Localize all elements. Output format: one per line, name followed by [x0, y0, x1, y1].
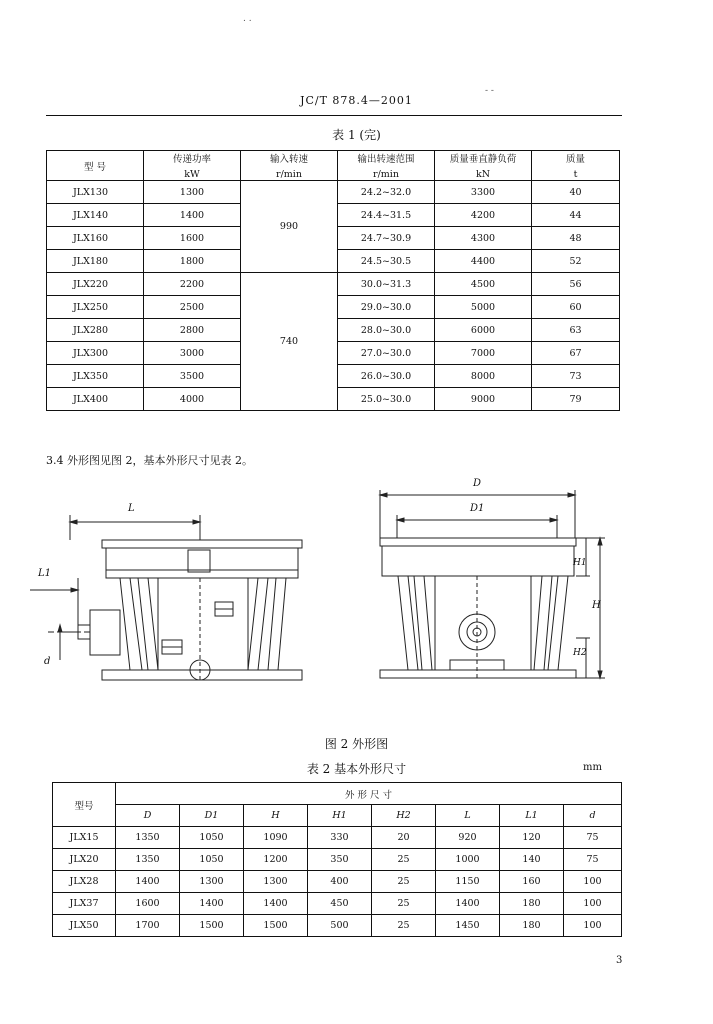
table2-group-header: 外 形 尺 寸 [116, 783, 622, 805]
label-D1: D1 [470, 503, 485, 514]
figure-caption: 图 2 外形图 [324, 737, 389, 751]
table1-col-power: 传递功率 kW [144, 151, 241, 181]
header-rule [46, 115, 622, 116]
table-row: JLX50 1700 1500 1500 500 25 1450 180 100 [53, 915, 622, 937]
table-row: JLX140 1400 24.4~31.5 4200 44 [47, 204, 620, 227]
table2 [52, 782, 622, 937]
side-view-drawing [30, 515, 302, 680]
page-number: 3 [616, 955, 623, 966]
table1-header-row [47, 151, 620, 181]
table2-subheader-row: D D1 H H1 H2 L L1 d [53, 805, 622, 827]
table1-caption: 表 1 (完) [332, 128, 381, 142]
table-row: JLX220 2200 740 30.0~31.3 4500 56 [47, 273, 620, 296]
table-row: JLX250 2500 29.0~30.0 5000 60 [47, 296, 620, 319]
label-H: H [592, 600, 601, 611]
table1-col-load: 质量垂直静负荷 kN [435, 151, 532, 181]
table1-col-input-speed: 输入转速 r/min [241, 151, 338, 181]
table2-caption: 表 2 基本外形尺寸 [306, 762, 407, 776]
table-row: JLX180 1800 24.5~30.5 4400 52 [47, 250, 620, 273]
table-row: JLX130 1300 990 24.2~32.0 3300 40 [47, 181, 620, 204]
table1-col-mass: 质量 t [532, 151, 620, 181]
table-row: JLX280 2800 28.0~30.0 6000 63 [47, 319, 620, 342]
table-row: JLX300 3000 27.0~30.0 7000 67 [47, 342, 620, 365]
label-L: L [128, 503, 135, 514]
front-view-drawing [380, 490, 605, 680]
outline-drawing [30, 470, 630, 690]
table1-col-model: 型 号 [47, 151, 144, 181]
table-row: JLX350 3500 26.0~30.0 8000 73 [47, 365, 620, 388]
table1 [46, 150, 620, 411]
table2-model-header: 型号 [53, 783, 116, 827]
standard-header: JC/T 878.4—2001 [300, 94, 413, 107]
table-row: JLX160 1600 24.7~30.9 4300 48 [47, 227, 620, 250]
table-row: JLX15 1350 1050 1090 330 20 920 120 75 [53, 827, 622, 849]
section-3-4-text: 3.4 外形图见图 2，基本外形尺寸见表 2。 [46, 454, 253, 467]
scan-speck: - - [485, 86, 494, 96]
label-d: d [44, 656, 51, 667]
table-row: JLX37 1600 1400 1400 450 25 1400 180 100 [53, 893, 622, 915]
table2-header-row [53, 783, 622, 805]
label-L1: L1 [38, 568, 52, 579]
table2-unit: mm [583, 762, 602, 773]
scan-speck: . . [243, 14, 252, 24]
table1-col-output-speed: 输出转速范围 r/min [338, 151, 435, 181]
label-H2: H2 [573, 648, 587, 658]
table-row: JLX400 4000 25.0~30.0 9000 79 [47, 388, 620, 411]
input-speed-990: 990 [241, 181, 338, 273]
table-row: JLX20 1350 1050 1200 350 25 1000 140 75 [53, 849, 622, 871]
input-speed-740: 740 [241, 273, 338, 411]
label-D: D [473, 478, 482, 489]
label-H1: H1 [573, 558, 587, 568]
table-row: JLX28 1400 1300 1300 400 25 1150 160 100 [53, 871, 622, 893]
